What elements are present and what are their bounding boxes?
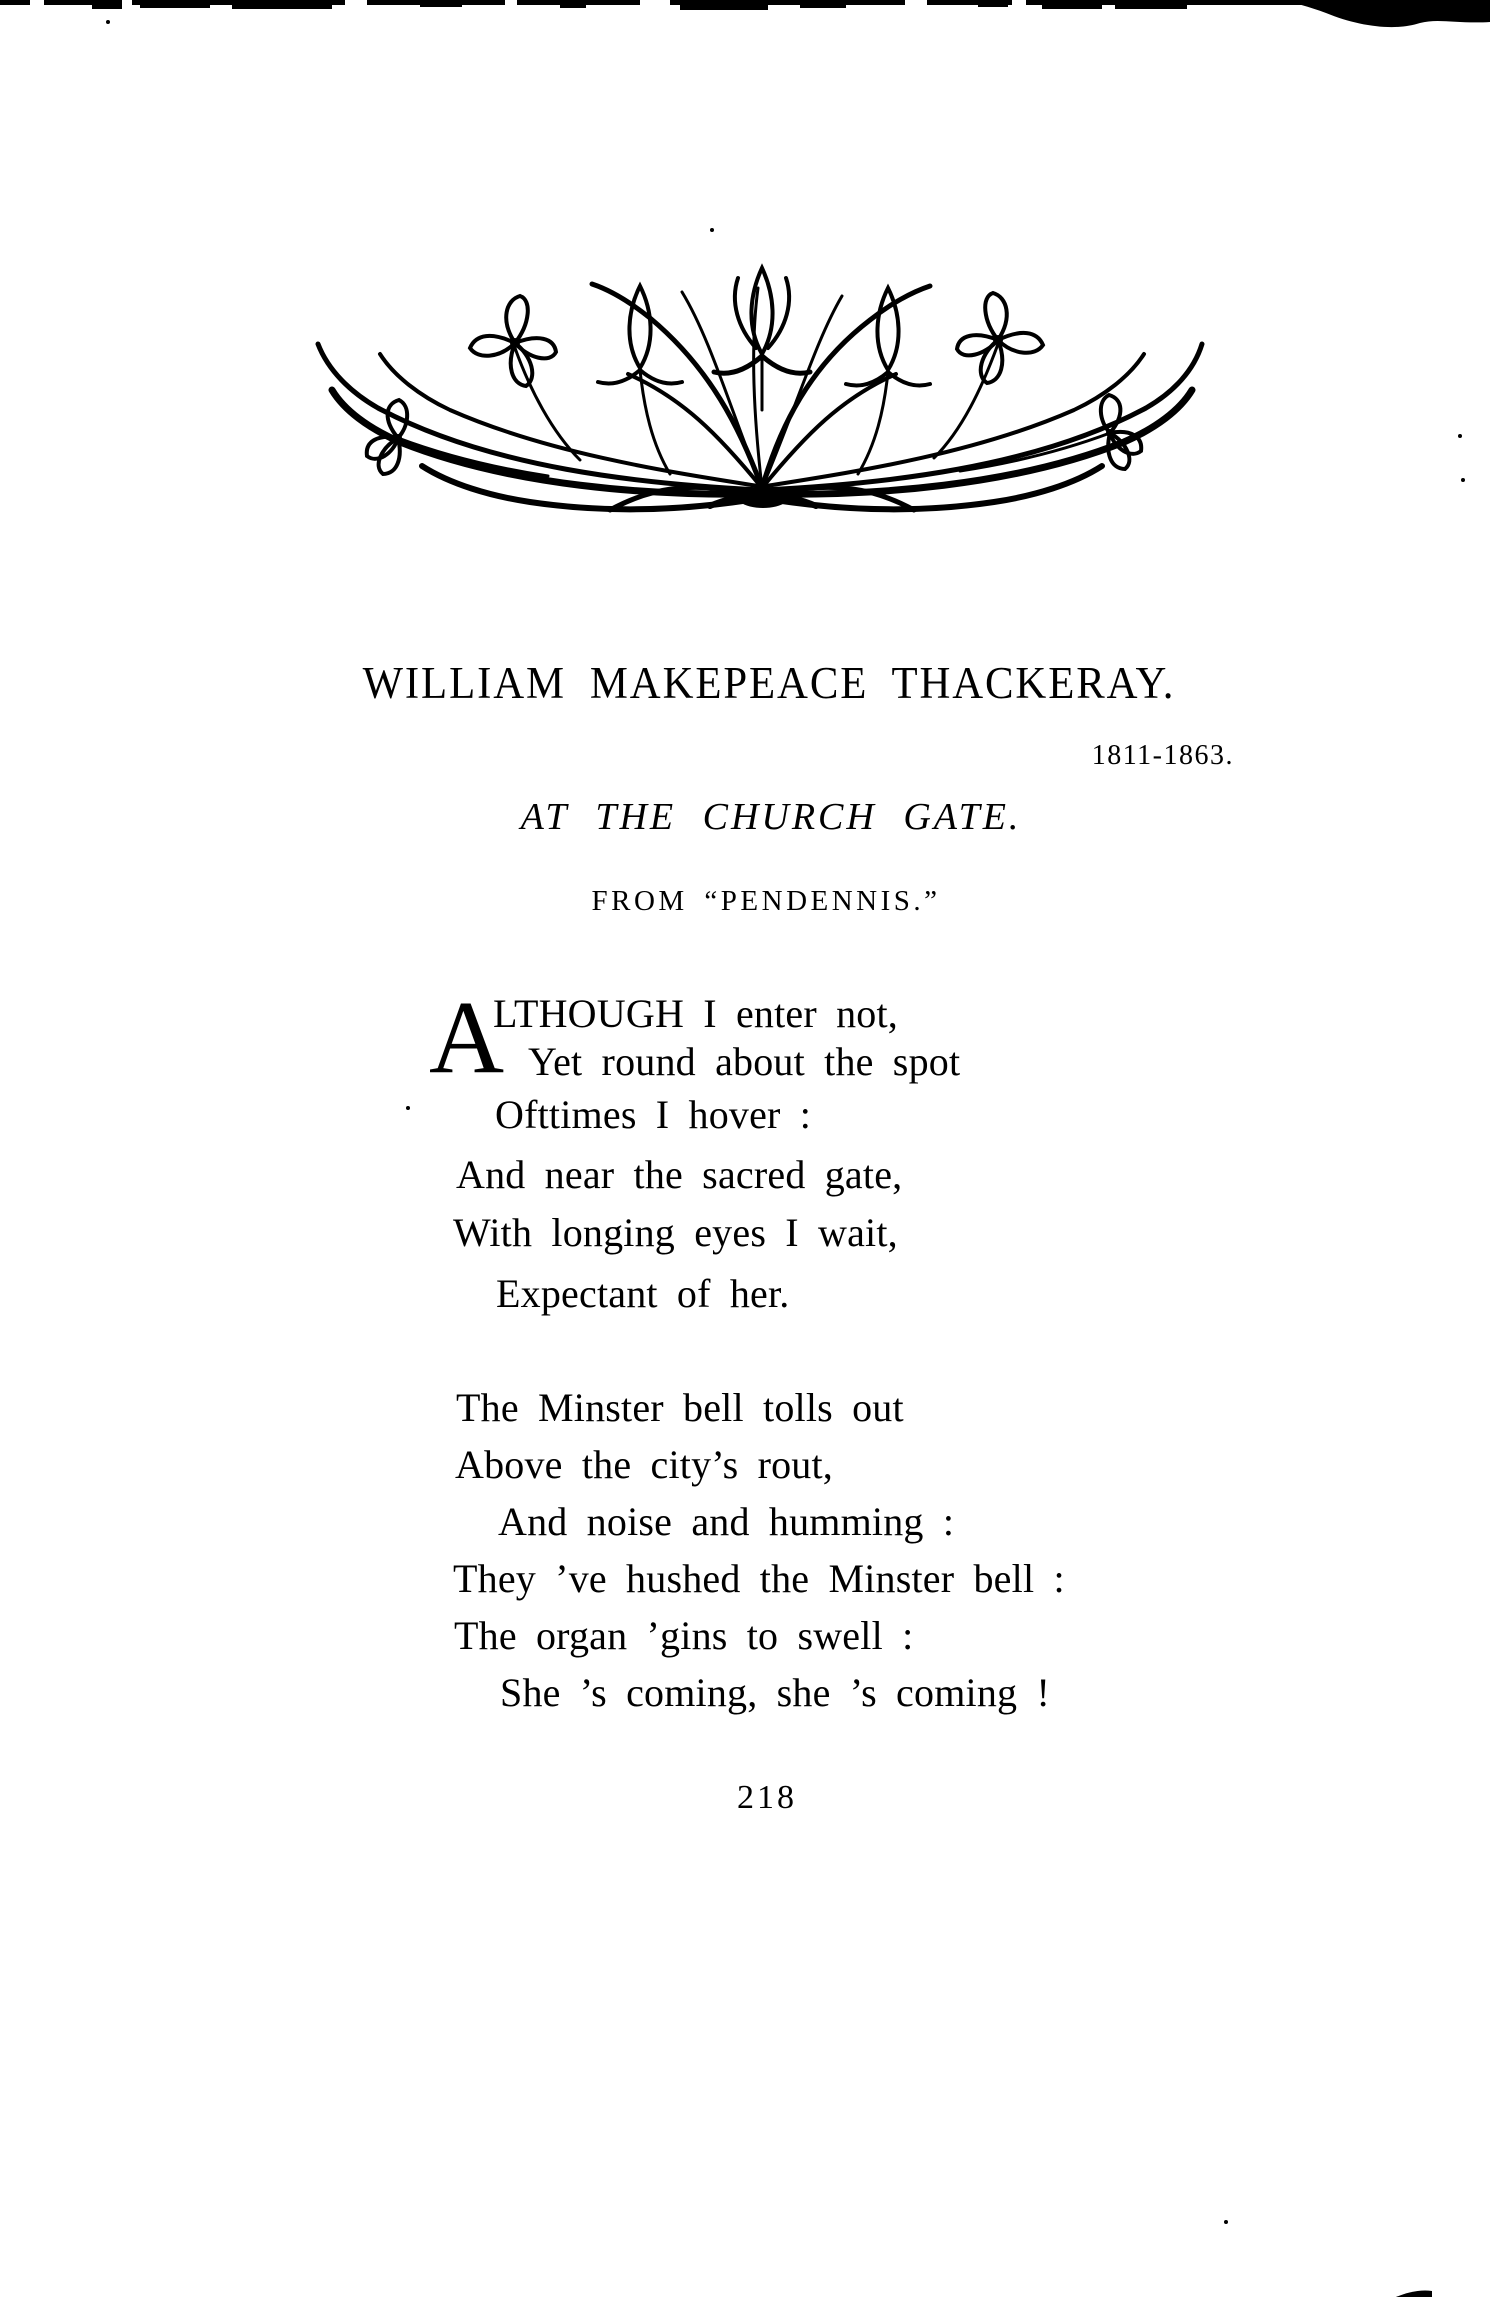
poem-line: With longing eyes I wait, (453, 1210, 898, 1255)
poem-line: Above the city’s rout, (455, 1442, 834, 1487)
poem-line: LTHOUGH I enter not, (493, 991, 899, 1036)
floral-ornament-icon (310, 258, 1205, 518)
poem-source: FROM “PENDENNIS.” (591, 885, 941, 917)
scan-edge-patch (232, 0, 332, 9)
author-dates: 1811-1863. (1091, 740, 1234, 771)
scan-edge-patch (1042, 0, 1102, 9)
scan-speck (1458, 434, 1462, 438)
poem-title: AT THE CHURCH GATE. (520, 796, 1022, 838)
scan-edge-patch (420, 0, 462, 7)
scan-edge-patch (140, 0, 210, 8)
scan-artifact-bottom-mark (1396, 2289, 1432, 2297)
scan-edge-patch (978, 0, 1008, 7)
scan-edge-nick (505, 0, 517, 7)
poem-line: The organ ’gins to swell : (454, 1613, 914, 1658)
scan-artifact-corner-swoosh (1280, 0, 1490, 40)
scan-edge-nick (1012, 0, 1026, 7)
scan-edge-patch (92, 0, 122, 9)
scan-edge-nick (122, 0, 132, 7)
scan-edge-nick (905, 0, 927, 7)
scan-edge-patch (560, 0, 586, 8)
scan-speck (710, 228, 714, 232)
scan-edge-nick (345, 0, 367, 7)
poem-line: The Minster bell tolls out (456, 1385, 904, 1430)
scan-edge-nick (30, 0, 44, 7)
scan-edge-patch (680, 0, 768, 10)
scan-edge-patch (1115, 0, 1187, 9)
poem-line: She ’s coming, she ’s coming ! (500, 1670, 1050, 1715)
page-number: 218 (737, 1779, 797, 1816)
scan-speck (1224, 2220, 1228, 2224)
poem-line: They ’ve hushed the Minster bell : (453, 1556, 1065, 1601)
poem-line: And noise and humming : (498, 1499, 955, 1544)
scan-speck (406, 1106, 410, 1110)
scan-edge-nick (640, 0, 670, 7)
author-title: WILLIAM MAKEPEACE THACKERAY. (362, 658, 1176, 708)
drop-cap: A (429, 980, 505, 1095)
poem-line: Expectant of her. (496, 1271, 790, 1316)
scan-speck (106, 20, 110, 24)
poem-line: And near the sacred gate, (456, 1152, 903, 1197)
poem-line: Ofttimes I hover : (495, 1092, 812, 1137)
scan-edge-patch (800, 0, 846, 8)
poem-line: Yet round about the spot (528, 1039, 961, 1084)
scan-speck (1461, 478, 1465, 482)
